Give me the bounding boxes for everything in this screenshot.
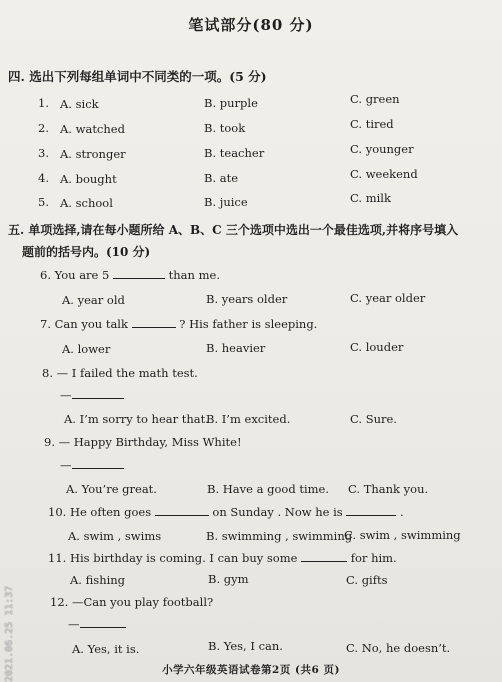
q4-option-a: A. bought <box>60 172 117 186</box>
part5-heading-line1: 五. 单项选择,请在每小题所给 A、B、C 三个选项中选出一个最佳选项,并将序号填入 <box>8 223 459 237</box>
q10-first-blank <box>155 505 209 516</box>
q3-number: 3. <box>38 146 49 160</box>
q9-option-b: B. Have a good time. <box>207 482 330 496</box>
q6-option-c: C. year older <box>350 291 426 305</box>
q9-answer-blank <box>72 458 124 469</box>
q6-option-a: A. year old <box>62 293 125 307</box>
q3-option-c: C. younger <box>350 142 414 156</box>
q6-answer-blank <box>113 268 165 279</box>
q3-option-a: A. stronger <box>60 147 126 161</box>
q12-answer-blank <box>80 617 126 628</box>
q10-option-a: A. swim , swims <box>68 529 162 543</box>
q4-number: 4. <box>38 171 49 185</box>
part4-heading: 四. 选出下列每组单词中不同类的一项。(5 分) <box>8 69 267 84</box>
part5-heading-line2: 题前的括号内。(10 分) <box>22 245 151 259</box>
q11-option-c: C. gifts <box>346 573 388 587</box>
q6-stem <box>40 268 220 282</box>
q1-option-a: A. sick <box>60 97 99 111</box>
q8-dash: — <box>60 388 72 402</box>
q1-option-c: C. green <box>350 92 400 106</box>
q6-option-b: B. years older <box>206 292 288 306</box>
q5-option-b: B. juice <box>204 195 248 209</box>
q12-option-b: B. Yes, I can. <box>208 639 283 653</box>
q1-option-b: B. purple <box>204 96 258 110</box>
q7-stem <box>40 317 317 331</box>
q7-option-a: A. lower <box>62 342 111 356</box>
q12-response-line <box>68 617 126 631</box>
q10-second-blank <box>346 505 396 516</box>
q9-response-line <box>60 458 124 472</box>
q8-option-b: B. I’m excited. <box>206 412 291 426</box>
q10-stem-start: 10. He often goes <box>48 505 152 519</box>
q3-option-b: B. teacher <box>204 146 265 160</box>
page-footer: 小学六年级英语试卷第2页 (共6 页) <box>162 664 340 676</box>
q4-option-c: C. weekend <box>350 167 418 181</box>
q11-stem-end: for him. <box>350 551 397 565</box>
q11-stem-start: 11. His birthday is coming. I can buy some <box>48 551 298 565</box>
q4-option-b: B. ate <box>204 171 239 185</box>
q2-option-b: B. took <box>204 121 246 135</box>
q12-stem: 12. —Can you play football? <box>50 595 214 609</box>
q5-option-a: A. school <box>60 196 113 210</box>
q8-stem: 8. — I failed the math test. <box>42 366 198 380</box>
q9-stem: 9. — Happy Birthday, Miss White! <box>44 435 242 449</box>
q6-stem-end: than me. <box>168 268 220 282</box>
q2-number: 2. <box>38 121 49 135</box>
q11-option-b: B. gym <box>208 572 249 586</box>
q12-option-a: A. Yes, it is. <box>72 642 140 656</box>
q11-option-a: A. fishing <box>70 573 126 587</box>
q1-number: 1. <box>38 96 49 110</box>
q12-option-c: C. No, he doesn’t. <box>346 641 451 655</box>
q10-stem-middle: on Sunday . Now he is <box>212 505 343 519</box>
q8-response-line <box>60 388 124 402</box>
q7-answer-blank <box>132 317 176 328</box>
q8-option-a: A. I’m sorry to hear that. <box>64 412 209 426</box>
q7-stem-start: 7. Can you talk <box>40 317 128 331</box>
q8-answer-blank <box>72 388 124 399</box>
q5-number: 5. <box>38 195 49 209</box>
q7-option-c: C. louder <box>350 340 404 354</box>
q11-stem <box>48 551 397 565</box>
q9-option-c: C. Thank you. <box>348 482 429 496</box>
q12-dash: — <box>68 617 80 631</box>
q10-option-c: C. swim , swimming <box>344 528 461 542</box>
q9-dash: — <box>60 458 72 472</box>
q2-option-a: A. watched <box>60 122 125 136</box>
page-title: 笔试部分(80 分) <box>188 16 314 34</box>
q10-stem-end: . <box>400 505 404 519</box>
q10-stem <box>48 505 404 519</box>
photo-timestamp: 2021.06.25 11:37 <box>4 585 15 682</box>
q7-stem-end: ? His father is sleeping. <box>179 317 318 331</box>
q10-option-b: B. swimming , swimming <box>206 529 353 543</box>
q6-stem-start: 6. You are 5 <box>40 268 110 282</box>
q9-option-a: A. You’re great. <box>66 482 157 496</box>
q7-option-b: B. heavier <box>206 341 266 355</box>
q11-answer-blank <box>301 551 347 562</box>
q8-option-c: C. Sure. <box>350 412 397 426</box>
q2-option-c: C. tired <box>350 117 394 131</box>
q5-option-c: C. milk <box>350 191 391 205</box>
